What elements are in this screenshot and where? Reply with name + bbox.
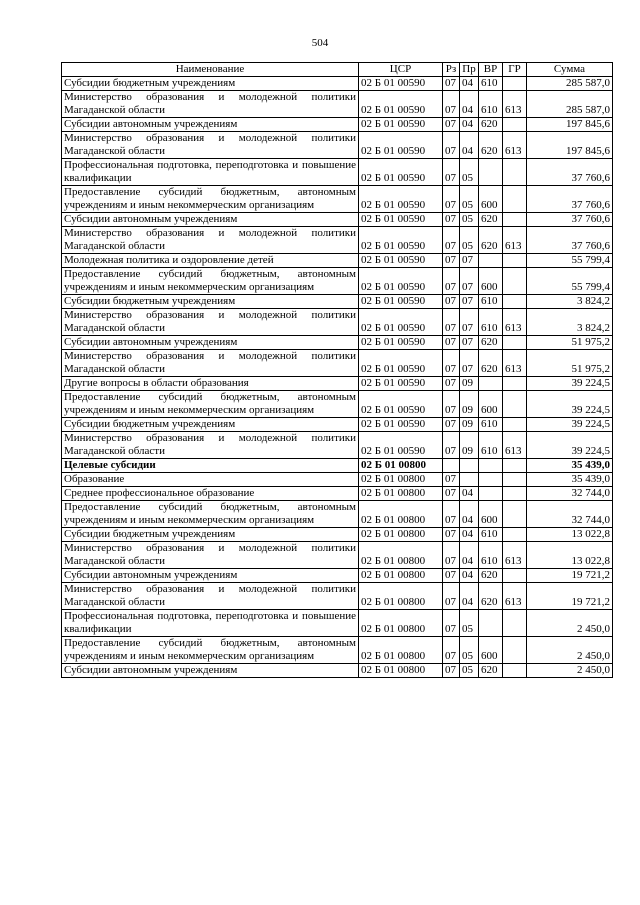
- row-csr-cell: 02 Б 01 00590: [359, 350, 443, 377]
- row-sum-cell: 32 744,0: [527, 487, 613, 501]
- row-pr-cell: 04: [460, 542, 479, 569]
- row-sum-cell: 2 450,0: [527, 664, 613, 678]
- row-csr-cell: 02 Б 01 00590: [359, 186, 443, 213]
- row-pr-cell: 04: [460, 569, 479, 583]
- row-pr-cell: 04: [460, 528, 479, 542]
- row-name-cell: Министерство образования и молодежной политики Магаданской области: [62, 542, 359, 569]
- row-csr-cell: 02 Б 01 00590: [359, 91, 443, 118]
- header-gr: ГР: [503, 63, 527, 77]
- row-csr-cell: 02 Б 01 00590: [359, 77, 443, 91]
- row-csr-cell: 02 Б 01 00800: [359, 459, 443, 473]
- row-pr-cell: 07: [460, 309, 479, 336]
- table-row: [62, 309, 613, 336]
- row-pr-cell: 09: [460, 418, 479, 432]
- row-pr-cell: 05: [460, 213, 479, 227]
- row-rz-cell: [443, 459, 460, 473]
- row-vr-cell: 610: [479, 432, 503, 459]
- row-vr-cell: 610: [479, 528, 503, 542]
- row-sum-cell: 197 845,6: [527, 132, 613, 159]
- table-row: [62, 227, 613, 254]
- row-pr-cell: 05: [460, 227, 479, 254]
- row-rz-cell: 07: [443, 91, 460, 118]
- row-gr-cell: [503, 186, 527, 213]
- row-gr-cell: [503, 569, 527, 583]
- row-gr-cell: [503, 213, 527, 227]
- row-sum-cell: 39 224,5: [527, 377, 613, 391]
- row-csr-cell: 02 Б 01 00800: [359, 664, 443, 678]
- table-row: [62, 418, 613, 432]
- row-sum-cell: 55 799,4: [527, 268, 613, 295]
- row-rz-cell: 07: [443, 309, 460, 336]
- row-vr-cell: [479, 377, 503, 391]
- table-row: [62, 501, 613, 528]
- row-pr-cell: 04: [460, 118, 479, 132]
- row-gr-cell: [503, 501, 527, 528]
- row-sum-cell: 39 224,5: [527, 391, 613, 418]
- row-vr-cell: [479, 487, 503, 501]
- table-row: [62, 377, 613, 391]
- table-row: [62, 391, 613, 418]
- row-vr-cell: 610: [479, 77, 503, 91]
- row-sum-cell: 51 975,2: [527, 350, 613, 377]
- row-name-cell: Предоставление субсидий бюджетным, автономным учреждениям и иным некоммерческим организациям: [62, 268, 359, 295]
- row-name-cell: Профессиональная подготовка, переподготовка и повышение квалификации: [62, 159, 359, 186]
- row-rz-cell: 07: [443, 132, 460, 159]
- row-name-cell: Субсидии автономным учреждениям: [62, 213, 359, 227]
- row-gr-cell: 613: [503, 432, 527, 459]
- row-csr-cell: 02 Б 01 00590: [359, 159, 443, 186]
- row-name-cell: Министерство образования и молодежной политики Магаданской области: [62, 432, 359, 459]
- table-row: [62, 118, 613, 132]
- row-vr-cell: 620: [479, 569, 503, 583]
- row-vr-cell: 610: [479, 542, 503, 569]
- row-vr-cell: 610: [479, 309, 503, 336]
- row-gr-cell: 613: [503, 227, 527, 254]
- table-row: [62, 542, 613, 569]
- row-csr-cell: 02 Б 01 00800: [359, 610, 443, 637]
- row-pr-cell: 04: [460, 487, 479, 501]
- table-row: [62, 569, 613, 583]
- table-row: [62, 213, 613, 227]
- row-name-cell: Министерство образования и молодежной политики Магаданской области: [62, 583, 359, 610]
- row-gr-cell: [503, 254, 527, 268]
- table-row: [62, 664, 613, 678]
- row-vr-cell: [479, 459, 503, 473]
- row-rz-cell: 07: [443, 350, 460, 377]
- row-csr-cell: 02 Б 01 00590: [359, 391, 443, 418]
- row-vr-cell: 620: [479, 350, 503, 377]
- row-name-cell: Предоставление субсидий бюджетным, автономным учреждениям и иным некоммерческим организациям: [62, 391, 359, 418]
- row-vr-cell: 610: [479, 418, 503, 432]
- row-vr-cell: 600: [479, 186, 503, 213]
- row-csr-cell: 02 Б 01 00590: [359, 377, 443, 391]
- row-csr-cell: 02 Б 01 00590: [359, 268, 443, 295]
- row-rz-cell: 07: [443, 432, 460, 459]
- row-vr-cell: 620: [479, 118, 503, 132]
- row-rz-cell: 07: [443, 637, 460, 664]
- row-name-cell: Предоставление субсидий бюджетным, автономным учреждениям и иным некоммерческим организациям: [62, 637, 359, 664]
- row-vr-cell: [479, 254, 503, 268]
- row-vr-cell: 620: [479, 336, 503, 350]
- row-sum-cell: 35 439,0: [527, 473, 613, 487]
- row-vr-cell: 620: [479, 664, 503, 678]
- row-name-cell: Субсидии автономным учреждениям: [62, 118, 359, 132]
- row-pr-cell: 04: [460, 132, 479, 159]
- table-row: [62, 132, 613, 159]
- table-header-row: [62, 63, 613, 77]
- row-csr-cell: 02 Б 01 00590: [359, 418, 443, 432]
- row-name-cell: Министерство образования и молодежной политики Магаданской области: [62, 227, 359, 254]
- row-name-cell: Субсидии автономным учреждениям: [62, 664, 359, 678]
- row-pr-cell: 07: [460, 268, 479, 295]
- row-rz-cell: 07: [443, 336, 460, 350]
- row-name-cell: Целевые субсидии: [62, 459, 359, 473]
- row-gr-cell: 613: [503, 350, 527, 377]
- row-rz-cell: 07: [443, 569, 460, 583]
- row-rz-cell: 07: [443, 418, 460, 432]
- table-row: [62, 637, 613, 664]
- row-pr-cell: 09: [460, 391, 479, 418]
- row-sum-cell: 2 450,0: [527, 610, 613, 637]
- row-rz-cell: 07: [443, 227, 460, 254]
- row-vr-cell: 600: [479, 391, 503, 418]
- row-csr-cell: 02 Б 01 00800: [359, 501, 443, 528]
- row-sum-cell: 37 760,6: [527, 227, 613, 254]
- row-csr-cell: 02 Б 01 00590: [359, 432, 443, 459]
- row-gr-cell: [503, 610, 527, 637]
- table-row: [62, 295, 613, 309]
- row-csr-cell: 02 Б 01 00590: [359, 213, 443, 227]
- row-name-cell: Субсидии бюджетным учреждениям: [62, 418, 359, 432]
- row-name-cell: Образование: [62, 473, 359, 487]
- row-sum-cell: 37 760,6: [527, 213, 613, 227]
- row-rz-cell: 07: [443, 159, 460, 186]
- table-row: [62, 459, 613, 473]
- row-rz-cell: 07: [443, 268, 460, 295]
- row-name-cell: Профессиональная подготовка, переподготовка и повышение квалификации: [62, 610, 359, 637]
- row-pr-cell: 09: [460, 377, 479, 391]
- row-rz-cell: 07: [443, 528, 460, 542]
- row-gr-cell: 613: [503, 583, 527, 610]
- row-gr-cell: [503, 336, 527, 350]
- row-gr-cell: [503, 391, 527, 418]
- table-row: [62, 336, 613, 350]
- row-sum-cell: 35 439,0: [527, 459, 613, 473]
- row-pr-cell: 05: [460, 664, 479, 678]
- row-vr-cell: 610: [479, 295, 503, 309]
- row-sum-cell: 285 587,0: [527, 91, 613, 118]
- header-name: Наименование: [62, 63, 359, 77]
- header-csr: ЦСР: [359, 63, 443, 77]
- row-csr-cell: 02 Б 01 00800: [359, 637, 443, 664]
- row-name-cell: Молодежная политика и оздоровление детей: [62, 254, 359, 268]
- table-row: [62, 473, 613, 487]
- row-csr-cell: 02 Б 01 00800: [359, 528, 443, 542]
- row-rz-cell: 07: [443, 542, 460, 569]
- row-csr-cell: 02 Б 01 00800: [359, 569, 443, 583]
- row-vr-cell: [479, 610, 503, 637]
- row-gr-cell: [503, 268, 527, 295]
- row-gr-cell: [503, 487, 527, 501]
- row-sum-cell: 197 845,6: [527, 118, 613, 132]
- row-gr-cell: 613: [503, 132, 527, 159]
- row-name-cell: Министерство образования и молодежной политики Магаданской области: [62, 309, 359, 336]
- table-row: [62, 487, 613, 501]
- row-pr-cell: 05: [460, 637, 479, 664]
- table-row: [62, 254, 613, 268]
- row-vr-cell: 610: [479, 91, 503, 118]
- row-rz-cell: 07: [443, 473, 460, 487]
- row-vr-cell: [479, 473, 503, 487]
- row-sum-cell: 3 824,2: [527, 295, 613, 309]
- row-rz-cell: 07: [443, 254, 460, 268]
- row-gr-cell: [503, 418, 527, 432]
- header-pr: Пр: [460, 63, 479, 77]
- row-sum-cell: 32 744,0: [527, 501, 613, 528]
- row-gr-cell: 613: [503, 309, 527, 336]
- row-name-cell: Субсидии автономным учреждениям: [62, 336, 359, 350]
- row-sum-cell: 39 224,5: [527, 432, 613, 459]
- row-name-cell: Министерство образования и молодежной политики Магаданской области: [62, 132, 359, 159]
- table-row: [62, 528, 613, 542]
- row-pr-cell: 04: [460, 91, 479, 118]
- row-gr-cell: [503, 77, 527, 91]
- row-rz-cell: 07: [443, 501, 460, 528]
- row-csr-cell: 02 Б 01 00590: [359, 254, 443, 268]
- row-sum-cell: 13 022,8: [527, 528, 613, 542]
- table-row: [62, 77, 613, 91]
- row-gr-cell: [503, 528, 527, 542]
- row-csr-cell: 02 Б 01 00590: [359, 336, 443, 350]
- row-sum-cell: 37 760,6: [527, 186, 613, 213]
- row-pr-cell: 07: [460, 295, 479, 309]
- row-vr-cell: [479, 159, 503, 186]
- row-name-cell: Субсидии автономным учреждениям: [62, 569, 359, 583]
- row-rz-cell: 07: [443, 610, 460, 637]
- row-sum-cell: 19 721,2: [527, 583, 613, 610]
- row-pr-cell: 04: [460, 583, 479, 610]
- row-sum-cell: 55 799,4: [527, 254, 613, 268]
- row-csr-cell: 02 Б 01 00800: [359, 487, 443, 501]
- row-name-cell: Субсидии бюджетным учреждениям: [62, 77, 359, 91]
- row-gr-cell: [503, 459, 527, 473]
- row-vr-cell: 600: [479, 268, 503, 295]
- row-csr-cell: 02 Б 01 00590: [359, 132, 443, 159]
- row-name-cell: Предоставление субсидий бюджетным, автономным учреждениям и иным некоммерческим организациям: [62, 186, 359, 213]
- row-csr-cell: 02 Б 01 00800: [359, 542, 443, 569]
- row-name-cell: Среднее профессиональное образование: [62, 487, 359, 501]
- row-name-cell: Предоставление субсидий бюджетным, автономным учреждениям и иным некоммерческим организациям: [62, 501, 359, 528]
- table-row: [62, 91, 613, 118]
- row-vr-cell: 620: [479, 227, 503, 254]
- row-csr-cell: 02 Б 01 00590: [359, 295, 443, 309]
- row-gr-cell: [503, 637, 527, 664]
- row-pr-cell: 09: [460, 432, 479, 459]
- row-sum-cell: 3 824,2: [527, 309, 613, 336]
- row-rz-cell: 07: [443, 213, 460, 227]
- table-row: [62, 186, 613, 213]
- row-vr-cell: 600: [479, 637, 503, 664]
- header-sum: Сумма: [527, 63, 613, 77]
- row-gr-cell: [503, 118, 527, 132]
- row-pr-cell: 04: [460, 501, 479, 528]
- row-rz-cell: 07: [443, 391, 460, 418]
- row-rz-cell: 07: [443, 377, 460, 391]
- row-rz-cell: 07: [443, 295, 460, 309]
- row-pr-cell: 04: [460, 77, 479, 91]
- table-row: [62, 583, 613, 610]
- row-vr-cell: 600: [479, 501, 503, 528]
- row-rz-cell: 07: [443, 664, 460, 678]
- row-rz-cell: 07: [443, 77, 460, 91]
- row-pr-cell: 07: [460, 336, 479, 350]
- row-rz-cell: 07: [443, 487, 460, 501]
- row-name-cell: Министерство образования и молодежной политики Магаданской области: [62, 91, 359, 118]
- table-body: [62, 77, 613, 678]
- row-gr-cell: [503, 295, 527, 309]
- row-gr-cell: 613: [503, 91, 527, 118]
- row-sum-cell: 2 450,0: [527, 637, 613, 664]
- table-row: [62, 268, 613, 295]
- row-csr-cell: 02 Б 01 00800: [359, 583, 443, 610]
- page-number: 504: [311, 37, 329, 49]
- row-csr-cell: 02 Б 01 00590: [359, 309, 443, 336]
- row-pr-cell: 05: [460, 159, 479, 186]
- row-pr-cell: 07: [460, 350, 479, 377]
- row-gr-cell: [503, 473, 527, 487]
- row-pr-cell: 05: [460, 186, 479, 213]
- row-sum-cell: 285 587,0: [527, 77, 613, 91]
- row-csr-cell: 02 Б 01 00590: [359, 118, 443, 132]
- row-csr-cell: 02 Б 01 00800: [359, 473, 443, 487]
- row-gr-cell: [503, 664, 527, 678]
- row-name-cell: Другие вопросы в области образования: [62, 377, 359, 391]
- row-pr-cell: [460, 459, 479, 473]
- row-vr-cell: 620: [479, 132, 503, 159]
- table-row: [62, 432, 613, 459]
- row-rz-cell: 07: [443, 583, 460, 610]
- row-sum-cell: 13 022,8: [527, 542, 613, 569]
- row-pr-cell: 05: [460, 610, 479, 637]
- row-sum-cell: 51 975,2: [527, 336, 613, 350]
- row-name-cell: Министерство образования и молодежной политики Магаданской области: [62, 350, 359, 377]
- row-gr-cell: [503, 377, 527, 391]
- row-pr-cell: [460, 473, 479, 487]
- row-rz-cell: 07: [443, 186, 460, 213]
- budget-table: [61, 62, 613, 678]
- row-vr-cell: 620: [479, 583, 503, 610]
- row-csr-cell: 02 Б 01 00590: [359, 227, 443, 254]
- row-gr-cell: 613: [503, 542, 527, 569]
- row-vr-cell: 620: [479, 213, 503, 227]
- header-vr: ВР: [479, 63, 503, 77]
- row-name-cell: Субсидии бюджетным учреждениям: [62, 295, 359, 309]
- table-row: [62, 159, 613, 186]
- row-name-cell: Субсидии бюджетным учреждениям: [62, 528, 359, 542]
- row-sum-cell: 39 224,5: [527, 418, 613, 432]
- row-pr-cell: 07: [460, 254, 479, 268]
- row-sum-cell: 37 760,6: [527, 159, 613, 186]
- row-gr-cell: [503, 159, 527, 186]
- table-row: [62, 350, 613, 377]
- header-rz: Рз: [443, 63, 460, 77]
- row-sum-cell: 19 721,2: [527, 569, 613, 583]
- row-rz-cell: 07: [443, 118, 460, 132]
- table-row: [62, 610, 613, 637]
